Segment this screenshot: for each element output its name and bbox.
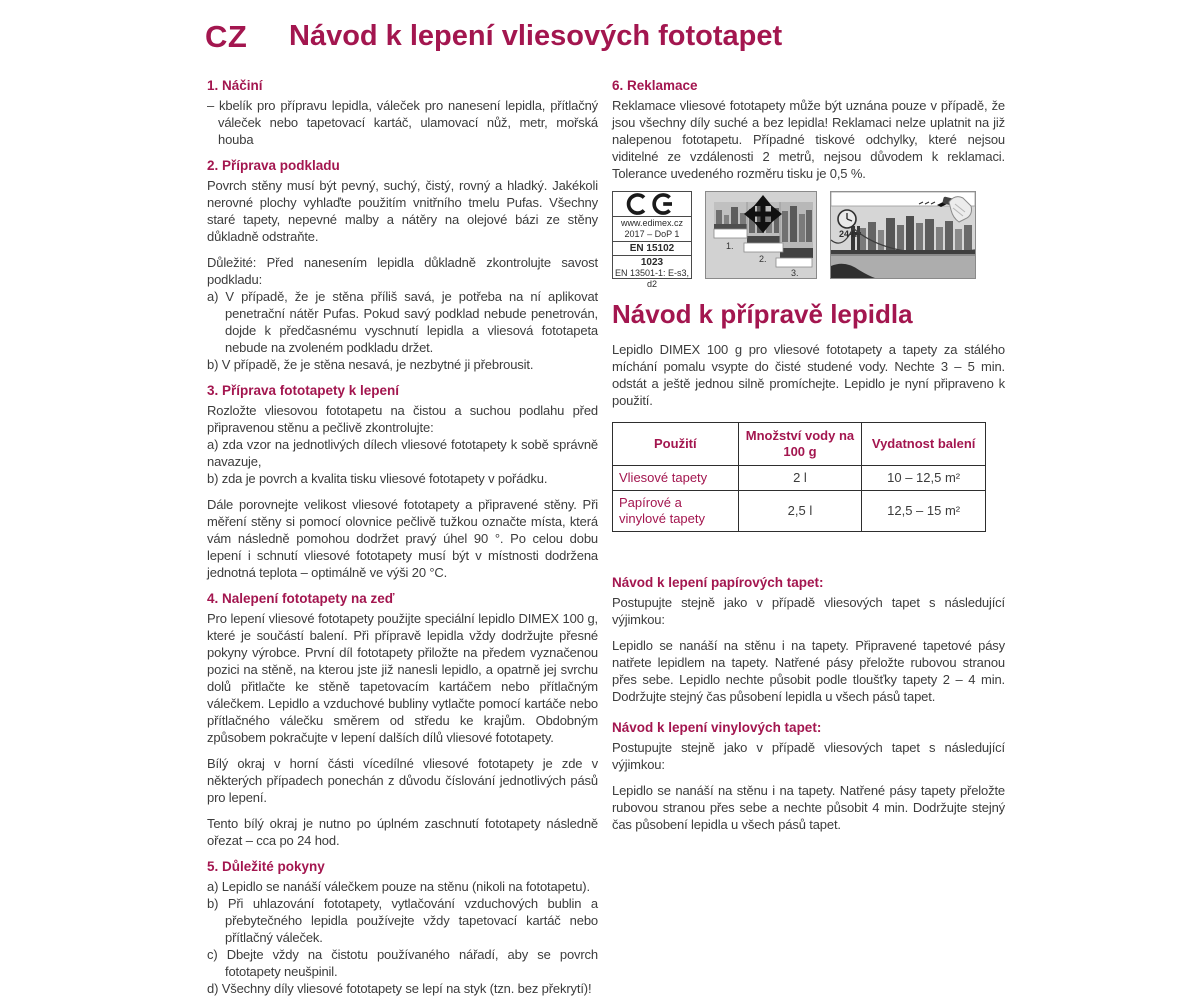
ce-website-section (613, 216, 691, 241)
language-code: CZ (205, 19, 248, 54)
ce-norm: EN 15102 (629, 243, 675, 254)
paragraph: Rozložte vliesovou fototapetu na čistou a suchou podlahu před připravenou stěnu a pečlivě zkontrolujte: (207, 403, 598, 435)
edge-trim-illustration (830, 191, 976, 279)
ce-mark-icon (613, 192, 691, 216)
paragraph: Tento bílý okraj je nutno po úplném zaschnutí fototapety následně ořezat – cca po 24 hod. (207, 816, 598, 848)
table-header-row (613, 423, 986, 466)
paragraph: Lepidlo se nanáší na stěnu i na tapety. Připravené tapetové pásy natřete lepidlem na tapety. Natřené pásy přeložte rubovou stranou přes sebe. Lepidlo nechte působit podle tloušťky tapety 2 – 4 min. Dodržujte stejný čas působení lepidla u všech pásů tapet. (612, 638, 1005, 704)
cell-water: 2 l (738, 466, 862, 491)
ce-website: www.edimex.cz (620, 218, 683, 228)
glue-prep-heading: Návod k přípravě lepidla (612, 299, 913, 329)
list-item: d) Všechny díly vliesové fototapety se lepí na styk (tzn. bez překrytí)! (207, 981, 592, 996)
section-heading-claims: 6. Reklamace (612, 78, 698, 93)
list-item: c) Dbejte vždy na čistotu používaného nářadí, aby se povrch fototapety neušpinil. (207, 947, 598, 979)
list-item: b) V případě, že je stěna nesavá, je nezbytné ji přebrousit. (207, 357, 534, 372)
section-heading-surface-prep: 2. Příprava podkladu (207, 158, 340, 173)
section-heading-wallpaper-prep: 3. Příprava fototapety k lepení (207, 383, 400, 398)
ce-norm-section (613, 241, 691, 255)
section-heading-application: 4. Nalepení fototapety na zeď (207, 591, 395, 606)
paragraph: Lepidlo se nanáší na stěnu i na tapety. Natřené pásy tapety přeložte rubovou stranou přes sebe a nechte působit 4 min. Dodržujte stejný čas působení lepidla u všech pásů tapet. (612, 783, 1005, 832)
strip-label-2: 2. (759, 254, 767, 264)
cell-coverage: 12,5 – 15 m² (862, 491, 986, 532)
illustration-row (612, 191, 1005, 289)
ce-class-section (613, 255, 691, 291)
list-item: a) Lepidlo se nanáší válečkem pouze na stěnu (nikoli na fototapetu). (207, 879, 590, 894)
left-column (207, 77, 598, 997)
paragraph: – kbelík pro přípravu lepidla, váleček pro nanesení lepidla, přítlačný váleček nebo tapetovací kartáč, ulamovací nůž, metr, mořská houba (207, 98, 598, 147)
list-item: a) V případě, že je stěna příliš savá, je potřeba na ní aplikovat penetrační nátěr Pufas. Pokud savý podklad nebude penetrován, dojde k předčasnému vyschnutí lepidla a vliesová fototapeta nebude na zvoleném podkladu držet. (207, 289, 598, 355)
cell-use: Vliesové tapety (613, 466, 739, 491)
paragraph: Postupujte stejně jako v případě vliesových tapet s následující výjimkou: (612, 740, 1005, 772)
section-heading-tools: 1. Náčiní (207, 78, 263, 93)
table-row (613, 491, 986, 532)
paragraph: Důležité: Před nanesením lepidla důkladně zkontrolujte savost podkladu: (207, 255, 598, 287)
glue-dosage-table (612, 422, 986, 532)
paragraph: Reklamace vliesové fototapety může být uznána pouze v případě, že jsou všechny díly suché a bez lepidla! Reklamaci nelze uplatnit na již nalepenou fototapetu. Případné tiskové odchylky, které nejsou viditelné ze vzdálenosti 2 metrů, nejsou důvodem k reklamaci. Tolerance uvedeného rozměru tisku je 0,5 %. (612, 98, 1005, 181)
ce-dop: 2017 – DoP 1 (624, 229, 680, 239)
paragraph: Pro lepení vliesové fototapety použijte speciální lepidlo DIMEX 100 g, které je součástí balení. Při přípravě lepidla vždy dodržujte přesné pokyny výrobce. První díl fototapety přiložte na předem vyznačenou pozici na stěně, na kterou jste již nanesli lepidlo, a opatrně jej svrchu dolů přitlačte ke stěně tapetovacím kartáčem nebo přítlačným válečkem. Lepidlo a vzduchové bubliny vytlačte pomocí kartáče nebo přítlačného válečku směrem od středu ke krajům. Obdobným způsobem pokračujte v lepení dalších dílů vliesové fototapety. (207, 611, 598, 745)
strip-label-3: 3. (791, 268, 799, 278)
paragraph: Lepidlo DIMEX 100 g pro vliesové fototapety a tapety za stálého míchání pomalu vsypte do čisté studené vody. Nechte 3 – 5 min. odstát a ještě jednou silně promíchejte. Lepidlo je nyní připraveno k použití. (612, 342, 1005, 408)
cell-water: 2,5 l (738, 491, 862, 532)
column-header-use: Použití (613, 423, 739, 466)
clock-icon (838, 210, 856, 228)
clock-label: 24 h (839, 229, 858, 239)
strip-alignment-illustration (705, 191, 817, 279)
list-item: b) Při uhlazování fototapety, vytlačování vzduchových bublin a přebytečného lepidla používejte vždy tapetovací kartáč nebo přítlačný váleček. (207, 896, 598, 945)
cell-coverage: 10 – 12,5 m² (862, 466, 986, 491)
ce-fire-class: EN 13501-1: E-s3, d2 (614, 268, 690, 289)
column-header-water: Množství vody na 100 g (738, 423, 862, 466)
table-row (613, 466, 986, 491)
cell-use: Papírové a vinylové tapety (613, 491, 739, 532)
vinyl-wallpaper-heading: Návod k lepení vinylových tapet: (612, 720, 822, 735)
paragraph: Postupujte stejně jako v případě vliesových tapet s následující výjimkou: (612, 595, 1005, 627)
paragraph: Dále porovnejte velikost vliesové fototapety a připravené stěny. Při měření stěny si pomocí olovnice pečlivě tužkou označte místa, která vám následně pomohou dodržet pravý úhel 90 °. Po celou dobu lepení i schnutí vliesové fototapety musí být v místnosti dodržena jednotná teplota – optimálně ve výši 20 °C. (207, 497, 598, 580)
list-item: b) zda je povrch a kvalita tisku vliesové fototapety v pořádku. (207, 471, 548, 486)
list-item: a) zda vzor na jednotlivých dílech vliesové fototapety k sobě správně navazuje, (207, 437, 598, 469)
paragraph: Povrch stěny musí být pevný, suchý, čistý, rovný a hladký. Jakékoli nerovné plochy vyhlaďte použitím vnitřního tmelu Pufas. Všechny staré tapety, nepevné malby a nátěry na olejové bázi ze stěny důkladně odstraňte. (207, 178, 598, 244)
right-column (612, 77, 1005, 842)
column-header-coverage: Vydatnost balení (862, 423, 986, 466)
ce-certification-box (612, 191, 692, 289)
paper-wallpaper-heading: Návod k lepení papírových tapet: (612, 575, 824, 590)
section-heading-important: 5. Důležité pokyny (207, 859, 325, 874)
ce-number: 1023 (640, 257, 664, 268)
strip-label-1: 1. (726, 241, 734, 251)
paragraph: Bílý okraj v horní části vícedílné vliesové fototapety je zde v některých případech ponechán z důvodu číslování jednotlivých pásů pro lepení. (207, 756, 598, 805)
page-title: Návod k lepení vliesových fototapet (289, 20, 783, 52)
